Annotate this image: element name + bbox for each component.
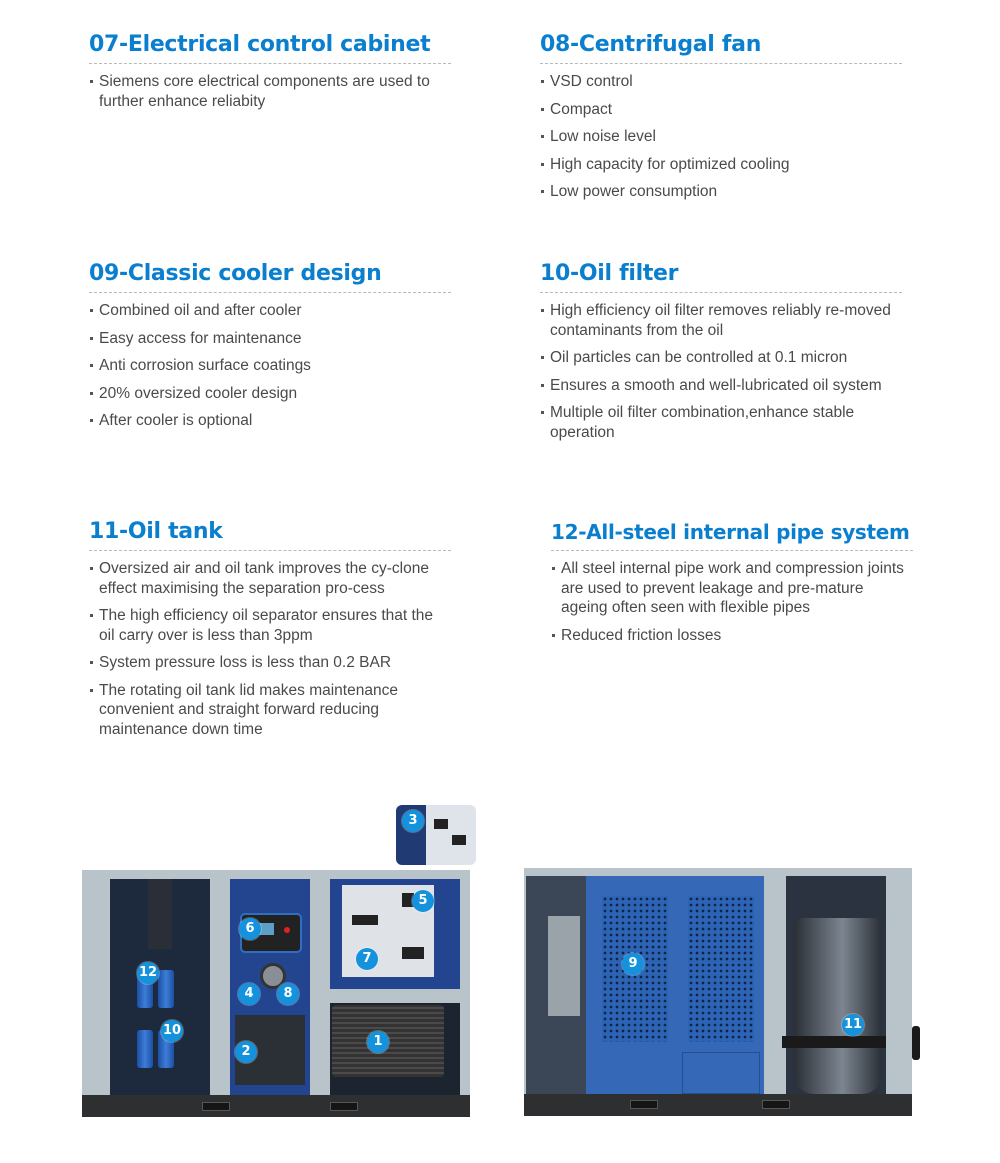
pipe-graphic — [782, 1036, 886, 1048]
bullet-list — [551, 559, 913, 645]
bullet-item: After cooler is optional — [89, 411, 451, 431]
section-all-steel-pipe-system — [551, 517, 913, 653]
section-title: 12-All-steel internal pipe system — [551, 520, 910, 544]
callout-badge: 6 — [239, 918, 261, 940]
bullet-item: Low power consumption — [540, 182, 902, 202]
machine-base — [524, 1094, 912, 1116]
fan-grille-right — [688, 896, 754, 1042]
callout-badge: 8 — [277, 983, 299, 1005]
bullet-item: Oil particles can be controlled at 0.1 micron — [540, 348, 902, 368]
machine-base — [82, 1095, 470, 1117]
callout-badge: 1 — [367, 1031, 389, 1053]
bullet-list — [540, 72, 902, 202]
dashed-divider — [89, 63, 451, 64]
forklift-slot — [330, 1102, 358, 1111]
callout-badge: 12 — [137, 962, 159, 984]
bullet-item: System pressure loss is less than 0.2 BAR — [89, 653, 451, 673]
bullet-item: VSD control — [540, 72, 902, 92]
callout-badge: 4 — [238, 983, 260, 1005]
section-title: 10-Oil filter — [540, 261, 679, 286]
bullet-item: Reduced friction losses — [551, 626, 913, 646]
bullet-list — [89, 559, 451, 739]
bullet-item: Oversized air and oil tank improves the cy-clone effect maximising the separation pro-cess — [89, 559, 451, 598]
forklift-slot — [202, 1102, 230, 1111]
forklift-slot — [762, 1100, 790, 1109]
compressor-front-view-image — [80, 805, 480, 1120]
callout-badge: 10 — [161, 1020, 183, 1042]
callout-badge: 2 — [235, 1041, 257, 1063]
bullet-item: Combined oil and after cooler — [89, 301, 451, 321]
section-oil-tank — [89, 517, 451, 747]
bullet-item: Easy access for maintenance — [89, 329, 451, 349]
section-title: 09-Classic cooler design — [89, 261, 382, 286]
section-classic-cooler-design — [89, 259, 451, 439]
bullet-item: 20% oversized cooler design — [89, 384, 451, 404]
callout-badge: 11 — [842, 1014, 864, 1036]
section-title: 08-Centrifugal fan — [540, 32, 762, 57]
section-title: 11-Oil tank — [89, 519, 223, 544]
left-compartment — [526, 876, 586, 1096]
forklift-slot — [630, 1100, 658, 1109]
bullet-item: Siemens core electrical components are used to further enhance reliabity — [89, 72, 451, 111]
oil-filter-graphic — [158, 970, 174, 1008]
dashed-divider — [89, 550, 451, 551]
section-electrical-control-cabinet — [89, 30, 451, 119]
section-centrifugal-fan — [540, 30, 902, 210]
bullet-item: High capacity for optimized cooling — [540, 155, 902, 175]
oil-tank-graphic — [794, 918, 882, 1094]
dashed-divider — [89, 292, 451, 293]
callout-badge: 9 — [622, 953, 644, 975]
dashed-divider — [540, 63, 902, 64]
dashed-divider — [540, 292, 902, 293]
bullet-list — [89, 301, 451, 431]
bullet-item: All steel internal pipe work and compression joints are used to prevent leakage and pre-mature ageing often seen with flexible pipes — [551, 559, 913, 618]
compressor-side-view-image — [524, 868, 920, 1120]
side-handle — [912, 1026, 920, 1060]
section-title: 07-Electrical control cabinet — [89, 32, 431, 57]
bullet-item: The high efficiency oil separator ensures that the oil carry over is less than 3ppm — [89, 606, 451, 645]
callout-badge: 5 — [412, 890, 434, 912]
bullet-item: Multiple oil filter combination,enhance stable operation — [540, 403, 902, 442]
bullet-item: Low noise level — [540, 127, 902, 147]
dashed-divider — [551, 550, 913, 551]
callout-badge: 7 — [356, 948, 378, 970]
bullet-item: High efficiency oil filter removes reliably re-moved contaminants from the oil — [540, 301, 902, 340]
bullet-item: The rotating oil tank lid makes maintenance convenient and straight forward reducing maintenance down time — [89, 681, 451, 740]
section-oil-filter — [540, 259, 902, 450]
bullet-item: Anti corrosion surface coatings — [89, 356, 451, 376]
bullet-item: Ensures a smooth and well-lubricated oil system — [540, 376, 902, 396]
oil-filter-graphic — [137, 1030, 153, 1068]
bullet-list — [89, 72, 451, 111]
bullet-item: Compact — [540, 100, 902, 120]
callout-badge: 3 — [402, 810, 424, 832]
access-panel — [682, 1052, 760, 1094]
bullet-list — [540, 301, 902, 442]
